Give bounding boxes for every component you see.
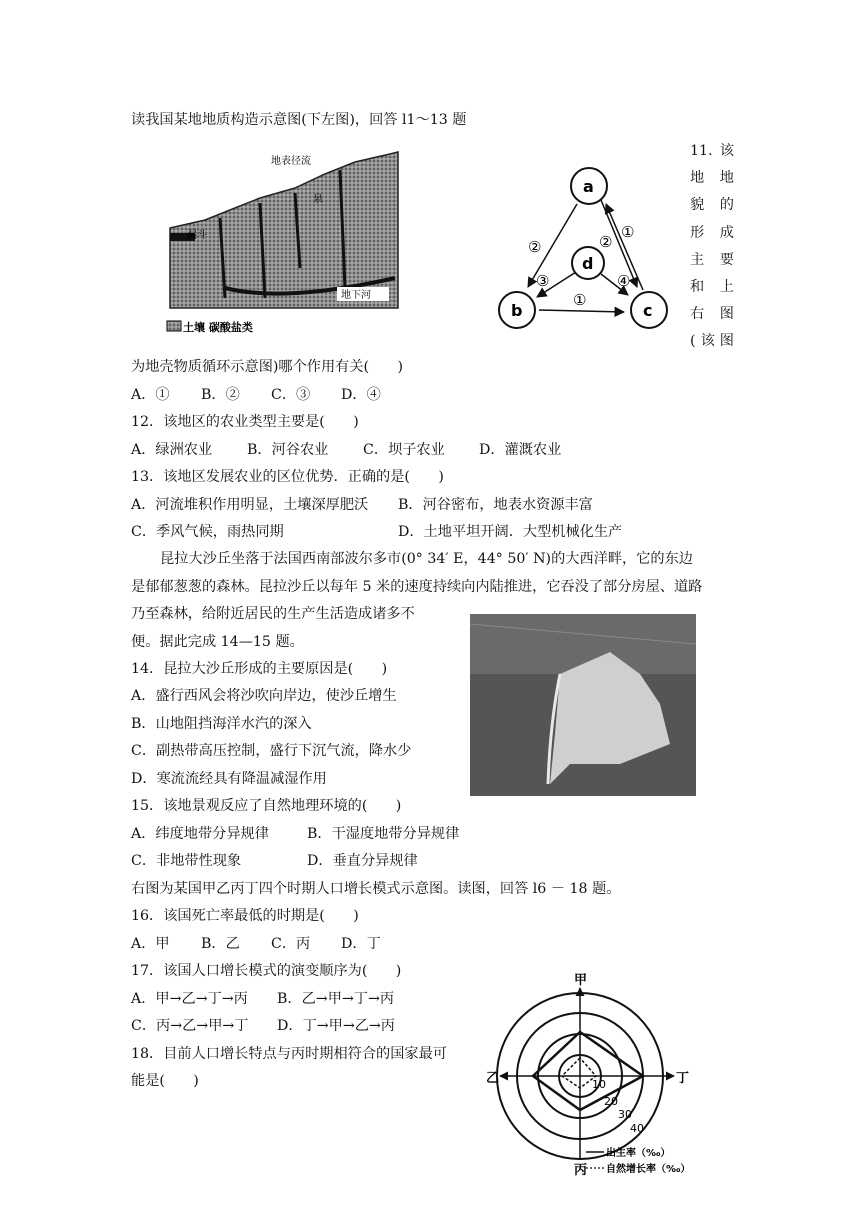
q17-option-d[interactable]: D．丁→甲→乙→丙 bbox=[277, 1018, 395, 1034]
geology-legend: 土壤 碳酸盐类 bbox=[183, 321, 253, 334]
passage-line-4: 便。据此完成 14—15 题。 bbox=[131, 634, 304, 650]
q18-text-1: 18．目前人口增长特点与丙时期相符合的国家最可 bbox=[131, 1046, 447, 1062]
q14-option-d[interactable]: D．寒流流经具有降温减湿作用 bbox=[131, 771, 327, 787]
q11-option-c[interactable]: C．③ bbox=[271, 387, 311, 403]
arrow-label-3: ③ bbox=[536, 272, 550, 290]
geology-diagram bbox=[165, 148, 400, 338]
q15-option-a[interactable]: A．纬度地带分异规律 bbox=[131, 826, 269, 842]
q16-option-d[interactable]: D．丁 bbox=[341, 936, 381, 952]
q18-text-2: 能是( ) bbox=[131, 1073, 199, 1089]
q17-option-c[interactable]: C．丙→乙→甲→丁 bbox=[131, 1018, 249, 1034]
q14-option-a[interactable]: A．盛行西风会将沙吹向岸边，使沙丘增生 bbox=[131, 688, 397, 704]
node-b: b bbox=[511, 301, 523, 320]
q16-option-b[interactable]: B．乙 bbox=[201, 936, 240, 952]
q16-options bbox=[131, 934, 381, 954]
intro-text-2: 右图为某国甲乙丙丁四个时期人口增长模式示意图。读图，回答 l6 － 18 题。 bbox=[131, 881, 621, 897]
q11-vertical-line: 右 图 bbox=[690, 306, 734, 323]
label-spring: 泉 bbox=[313, 194, 323, 205]
legend-birth-rate: 出生率（‰） bbox=[606, 1148, 671, 1159]
q11-option-b[interactable]: B．② bbox=[201, 387, 240, 403]
q12-option-c[interactable]: C．坝子农业 bbox=[363, 442, 445, 458]
label-underground-river: 地下河 bbox=[341, 290, 371, 301]
q11-option-d[interactable]: D．④ bbox=[341, 387, 381, 403]
intro-text-1: 读我国某地地质构造示意图(下左图)，回答 l1～13 题 bbox=[131, 112, 467, 128]
axis-label-yi: 乙 bbox=[486, 1071, 500, 1086]
arrow-label-4: ④ bbox=[617, 272, 631, 290]
q11-text: 为地壳物质循环示意图)哪个作用有关( ) bbox=[131, 359, 403, 375]
ring-label-10: 10 bbox=[592, 1078, 606, 1091]
q11-vertical-line: 形 成 bbox=[690, 224, 734, 241]
node-c: c bbox=[643, 301, 653, 320]
ring-label-30: 30 bbox=[618, 1108, 632, 1121]
q11-vertical-line: 貌 的 bbox=[690, 197, 734, 214]
ring-label-40: 40 bbox=[630, 1122, 644, 1135]
q12-options bbox=[131, 440, 561, 460]
q14-option-b[interactable]: B．山地阻挡海洋水汽的深入 bbox=[131, 716, 312, 732]
passage-line-1: 昆拉大沙丘坐落于法国西南部波尔多市(0° 34′ E，44° 50′ N)的大西洋畔，它的东边 bbox=[160, 551, 693, 567]
passage-line-2: 是郁郁葱葱的森林。昆拉沙丘以每年 5 米的速度持续向内陆推进，它吞没了部分房屋、道路 bbox=[131, 579, 703, 595]
dune-photo bbox=[470, 614, 696, 796]
q11-vertical-line: 和 上 bbox=[690, 278, 734, 295]
q14-option-c[interactable]: C．副热带高压控制，盛行下沉气流，降水少 bbox=[131, 743, 412, 759]
q17-option-a[interactable]: A．甲→乙→丁→丙 bbox=[131, 991, 248, 1007]
q11-vertical-line: 主 要 bbox=[690, 251, 734, 268]
q14-text: 14．昆拉大沙丘形成的主要原因是( ) bbox=[131, 661, 388, 677]
axis-label-ding: 丁 bbox=[676, 1071, 690, 1086]
q13-option-d[interactable]: D．土地平坦开阔．大型机械化生产 bbox=[398, 524, 623, 540]
label-surface-runoff: 地表径流 bbox=[271, 156, 311, 167]
population-polar-diagram bbox=[478, 970, 718, 1182]
q15-option-c[interactable]: C．非地带性现象 bbox=[131, 853, 242, 869]
q12-option-d[interactable]: D．灌溉农业 bbox=[479, 442, 562, 458]
q12-option-a[interactable]: A．绿洲农业 bbox=[131, 442, 213, 458]
rock-cycle-diagram bbox=[495, 160, 685, 335]
axis-label-jia: 甲 bbox=[574, 973, 588, 988]
legend-natural-growth: 自然增长率（‰） bbox=[606, 1164, 691, 1175]
q13-option-a[interactable]: A．河流堆积作用明显，土壤深厚肥沃 bbox=[131, 497, 369, 513]
q13-text: 13．该地区发展农业的区位优势．正确的是( ) bbox=[131, 469, 444, 485]
ring-label-20: 20 bbox=[604, 1095, 618, 1108]
q16-option-a[interactable]: A．甲 bbox=[131, 936, 170, 952]
arrow-label-2-left: ② bbox=[528, 238, 542, 256]
node-a: a bbox=[583, 177, 594, 196]
axis-label-bing: 丙 bbox=[574, 1163, 588, 1178]
label-funnel: 漏斗 bbox=[187, 230, 207, 241]
q15-text: 15．该地景观反应了自然地理环境的( ) bbox=[131, 798, 402, 814]
arrow-label-1-bottom: ① bbox=[573, 291, 587, 309]
passage-line-3: 乃至森林，给附近居民的生产生活造成诸多不 bbox=[131, 606, 415, 622]
q11-vertical-line: 11.该 bbox=[690, 143, 734, 159]
q11-options bbox=[131, 385, 381, 405]
q11-vertical-line: (该图 bbox=[690, 333, 734, 350]
q11-option-a[interactable]: A．① bbox=[131, 387, 170, 403]
q16-option-c[interactable]: C．丙 bbox=[271, 936, 311, 952]
q15-option-d[interactable]: D．垂直分异规律 bbox=[307, 853, 418, 869]
q15-option-b[interactable]: B．干湿度地带分异规律 bbox=[307, 826, 460, 842]
q13-option-b[interactable]: B．河谷密布，地表水资源丰富 bbox=[398, 497, 593, 513]
q11-vertical-line: 地 地 bbox=[690, 170, 734, 187]
q17-text: 17．该国人口增长模式的演变顺序为( ) bbox=[131, 963, 402, 979]
q17-option-b[interactable]: B．乙→甲→丁→丙 bbox=[277, 991, 395, 1007]
arrow-label-1-right: ① bbox=[621, 223, 635, 241]
q12-option-b[interactable]: B．河谷农业 bbox=[247, 442, 329, 458]
q11-vertical-text bbox=[690, 138, 734, 356]
q13-option-c[interactable]: C．季风气候，雨热同期 bbox=[131, 524, 284, 540]
q16-text: 16．该国死亡率最低的时期是( ) bbox=[131, 908, 359, 924]
arrow-label-2-right: ② bbox=[599, 233, 613, 251]
node-d: d bbox=[582, 254, 594, 273]
q12-text: 12．该地区的农业类型主要是( ) bbox=[131, 414, 359, 430]
